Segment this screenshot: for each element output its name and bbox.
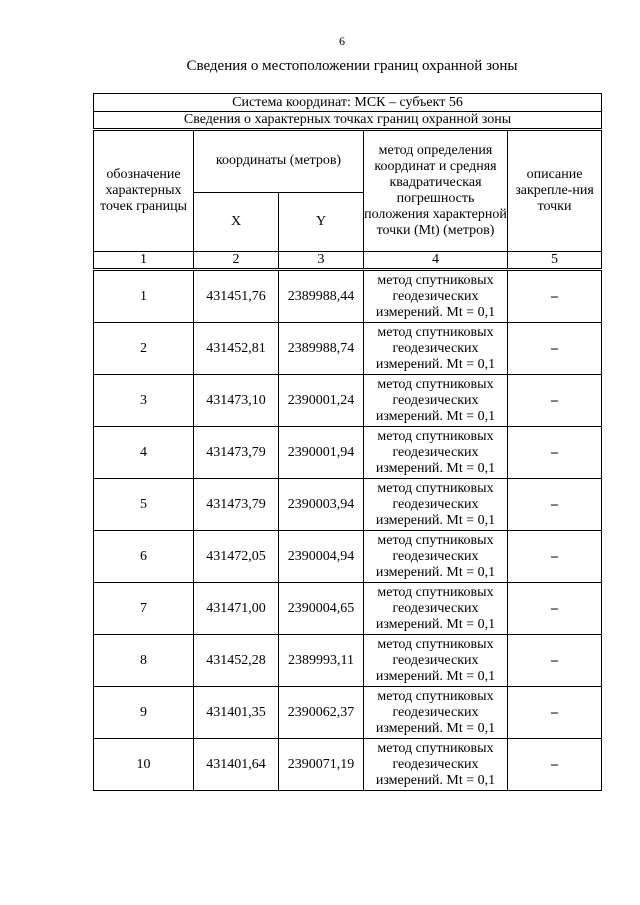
- table-row: [94, 583, 602, 635]
- cell-x-coordinate: 431471,00: [194, 583, 279, 635]
- cell-x-coordinate: 431401,64: [194, 739, 279, 791]
- table-row: [94, 323, 602, 375]
- table-row: [94, 479, 602, 531]
- table-row: [94, 270, 602, 323]
- column-number: 1: [94, 252, 194, 270]
- table-row: [94, 687, 602, 739]
- column-number: 5: [508, 252, 602, 270]
- table-row: [94, 739, 602, 791]
- table-row: [94, 635, 602, 687]
- page-number: 6: [339, 34, 345, 48]
- cell-x-coordinate: 431473,10: [194, 375, 279, 427]
- document-title: Сведения о местоположении границ охранной зоны: [186, 58, 518, 74]
- section-heading: Сведения о характерных точках границ охранной зоны: [94, 112, 602, 130]
- cell-x-coordinate: 431473,79: [194, 479, 279, 531]
- cell-y-coordinate: 2390001,24: [279, 375, 364, 427]
- cell-point-number: 9: [94, 687, 194, 739]
- cell-y-coordinate: 2390062,37: [279, 687, 364, 739]
- header-description: описание закрепле-ния точки: [508, 130, 602, 252]
- cell-method: метод спутниковых геодезических измерений. Mt = 0,1: [364, 687, 508, 739]
- cell-method: метод спутниковых геодезических измерений. Mt = 0,1: [364, 479, 508, 531]
- cell-point-number: 4: [94, 427, 194, 479]
- cell-method: метод спутниковых геодезических измерений. Mt = 0,1: [364, 531, 508, 583]
- column-number: 3: [279, 252, 364, 270]
- header-method: метод определения координат и средняя квадратическая погрешность положения характерной точки (Mt) (метров): [364, 130, 508, 252]
- cell-description: –: [508, 583, 602, 635]
- boundary-points-table: [93, 93, 602, 791]
- cell-x-coordinate: 431452,81: [194, 323, 279, 375]
- cell-point-number: 8: [94, 635, 194, 687]
- cell-description: –: [508, 531, 602, 583]
- cell-y-coordinate: 2390004,65: [279, 583, 364, 635]
- cell-method: метод спутниковых геодезических измерений. Mt = 0,1: [364, 323, 508, 375]
- cell-method: метод спутниковых геодезических измерений. Mt = 0,1: [364, 739, 508, 791]
- header-x: X: [194, 192, 279, 251]
- cell-point-number: 10: [94, 739, 194, 791]
- cell-y-coordinate: 2390003,94: [279, 479, 364, 531]
- cell-method: метод спутниковых геодезических измерений. Mt = 0,1: [364, 427, 508, 479]
- cell-x-coordinate: 431472,05: [194, 531, 279, 583]
- cell-description: –: [508, 635, 602, 687]
- column-number: 4: [364, 252, 508, 270]
- cell-description: –: [508, 427, 602, 479]
- cell-x-coordinate: 431452,28: [194, 635, 279, 687]
- cell-point-number: 6: [94, 531, 194, 583]
- cell-point-number: 2: [94, 323, 194, 375]
- cell-y-coordinate: 2389993,11: [279, 635, 364, 687]
- cell-y-coordinate: 2390004,94: [279, 531, 364, 583]
- cell-description: –: [508, 479, 602, 531]
- header-y: Y: [279, 192, 364, 251]
- table-row: [94, 375, 602, 427]
- cell-description: –: [508, 270, 602, 323]
- cell-y-coordinate: 2390001,94: [279, 427, 364, 479]
- cell-x-coordinate: 431473,79: [194, 427, 279, 479]
- cell-point-number: 3: [94, 375, 194, 427]
- cell-y-coordinate: 2390071,19: [279, 739, 364, 791]
- coordinate-system: Система координат: МСК – субъект 56: [94, 94, 602, 112]
- cell-point-number: 5: [94, 479, 194, 531]
- cell-description: –: [508, 687, 602, 739]
- table-row: [94, 427, 602, 479]
- cell-description: –: [508, 323, 602, 375]
- cell-point-number: 7: [94, 583, 194, 635]
- header-designation: обозначение характерных точек границы: [94, 130, 194, 252]
- header-coordinates: координаты (метров): [194, 130, 364, 193]
- cell-method: метод спутниковых геодезических измерений. Mt = 0,1: [364, 270, 508, 323]
- cell-method: метод спутниковых геодезических измерений. Mt = 0,1: [364, 635, 508, 687]
- cell-y-coordinate: 2389988,74: [279, 323, 364, 375]
- cell-point-number: 1: [94, 270, 194, 323]
- cell-description: –: [508, 739, 602, 791]
- column-number: 2: [194, 252, 279, 270]
- cell-x-coordinate: 431401,35: [194, 687, 279, 739]
- cell-method: метод спутниковых геодезических измерений. Mt = 0,1: [364, 583, 508, 635]
- cell-x-coordinate: 431451,76: [194, 270, 279, 323]
- table-row: [94, 531, 602, 583]
- cell-y-coordinate: 2389988,44: [279, 270, 364, 323]
- cell-method: метод спутниковых геодезических измерений. Mt = 0,1: [364, 375, 508, 427]
- column-numbers-row: [94, 252, 602, 270]
- cell-description: –: [508, 375, 602, 427]
